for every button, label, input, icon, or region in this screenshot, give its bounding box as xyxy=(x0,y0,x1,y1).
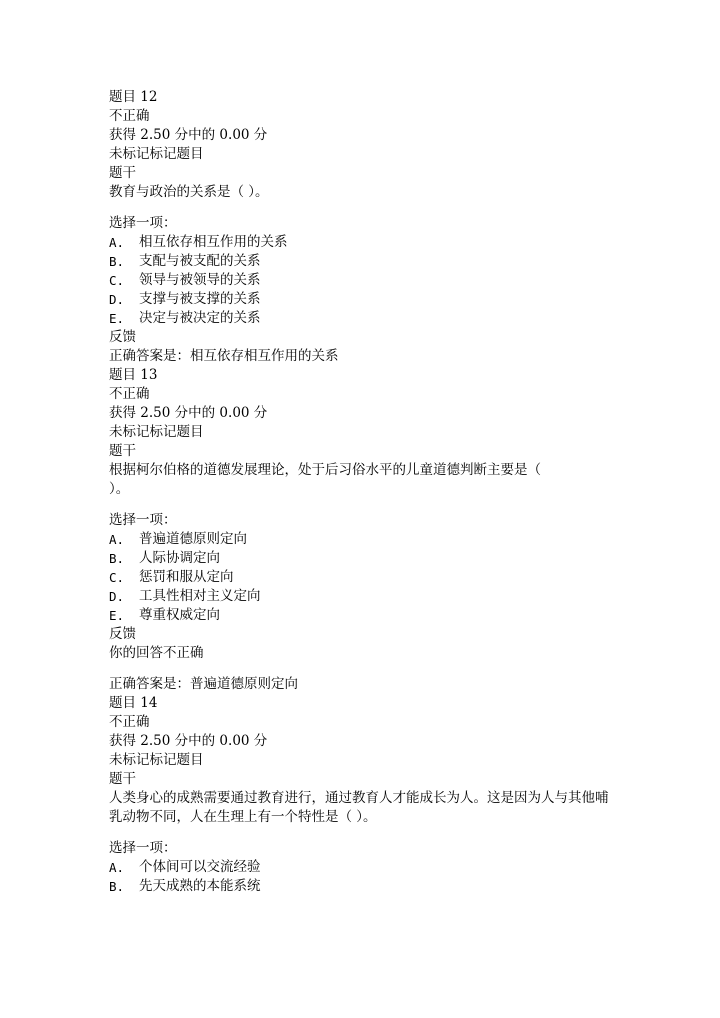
correct-answer: 正确答案是：普遍道德原则定向 xyxy=(109,676,298,692)
question-number: 题目 12 xyxy=(109,89,158,105)
option-d[interactable] xyxy=(109,587,629,606)
option-text: 先天成熟的本能系统 xyxy=(139,878,261,894)
question-score: 获得 2.50 分中的 0.00 分 xyxy=(109,127,268,143)
question-13 xyxy=(109,366,629,694)
stem-label: 题干 xyxy=(109,165,136,181)
option-letter: B. xyxy=(109,551,125,566)
correct-answer: 正确答案是：相互依存相互作用的关系 xyxy=(109,348,339,364)
option-letter: C. xyxy=(109,273,125,288)
option-letter: C. xyxy=(109,570,125,585)
flag-question-link[interactable]: 未标记标记题目 xyxy=(109,146,204,162)
question-score: 获得 2.50 分中的 0.00 分 xyxy=(109,733,268,749)
option-a[interactable] xyxy=(109,530,629,549)
option-letter: D. xyxy=(109,589,125,604)
option-letter: B. xyxy=(109,254,125,269)
option-a[interactable] xyxy=(109,858,629,877)
option-letter: A. xyxy=(109,532,125,547)
stem-label: 题干 xyxy=(109,771,136,787)
question-number: 题目 14 xyxy=(109,695,158,711)
option-text: 普遍道德原则定向 xyxy=(139,531,247,547)
option-text: 相互依存相互作用的关系 xyxy=(139,234,288,250)
select-one-label: 选择一项： xyxy=(109,215,177,231)
option-letter: E. xyxy=(109,311,125,326)
option-text: 决定与被决定的关系 xyxy=(139,310,261,326)
option-a[interactable] xyxy=(109,233,629,252)
option-e[interactable] xyxy=(109,606,629,625)
option-text: 尊重权威定向 xyxy=(139,607,220,623)
flag-question-link[interactable]: 未标记标记题目 xyxy=(109,752,204,768)
option-text: 支配与被支配的关系 xyxy=(139,253,261,269)
quiz-content xyxy=(109,88,629,896)
question-14 xyxy=(109,694,629,896)
option-b[interactable] xyxy=(109,252,629,271)
question-stem: 根据柯尔伯格的道德发展理论，处于后习俗水平的儿童道德判断主要是（ ）。 xyxy=(109,462,541,497)
option-letter: A. xyxy=(109,860,125,875)
option-text: 领导与被领导的关系 xyxy=(139,272,261,288)
feedback-label: 反馈 xyxy=(109,329,136,345)
feedback-text: 你的回答不正确 xyxy=(109,645,204,661)
option-text: 支撑与被支撑的关系 xyxy=(139,291,261,307)
select-one-label: 选择一项： xyxy=(109,512,177,528)
option-letter: A. xyxy=(109,235,125,250)
option-letter: E. xyxy=(109,608,125,623)
option-letter: B. xyxy=(109,879,125,894)
option-d[interactable] xyxy=(109,290,629,309)
stem-label: 题干 xyxy=(109,443,136,459)
question-stem: 人类身心的成熟需要通过教育进行，通过教育人才能成长为人。这是因为人与其他哺乳动物不同，人在生理上有一个特性是（ ）。 xyxy=(109,790,609,825)
option-b[interactable] xyxy=(109,877,629,896)
option-text: 惩罚和服从定向 xyxy=(139,569,234,585)
question-number: 题目 13 xyxy=(109,367,158,383)
question-score: 获得 2.50 分中的 0.00 分 xyxy=(109,405,268,421)
option-text: 个体间可以交流经验 xyxy=(139,859,261,875)
select-one-label: 选择一项： xyxy=(109,840,177,856)
option-e[interactable] xyxy=(109,309,629,328)
question-status: 不正确 xyxy=(109,386,150,402)
feedback-label: 反馈 xyxy=(109,626,136,642)
option-text: 工具性相对主义定向 xyxy=(139,588,261,604)
option-text: 人际协调定向 xyxy=(139,550,220,566)
option-b[interactable] xyxy=(109,549,629,568)
option-letter: D. xyxy=(109,292,125,307)
option-c[interactable] xyxy=(109,271,629,290)
question-stem: 教育与政治的关系是（ ）。 xyxy=(109,184,269,200)
question-status: 不正确 xyxy=(109,714,150,730)
flag-question-link[interactable]: 未标记标记题目 xyxy=(109,424,204,440)
question-status: 不正确 xyxy=(109,108,150,124)
option-c[interactable] xyxy=(109,568,629,587)
question-12 xyxy=(109,88,629,366)
